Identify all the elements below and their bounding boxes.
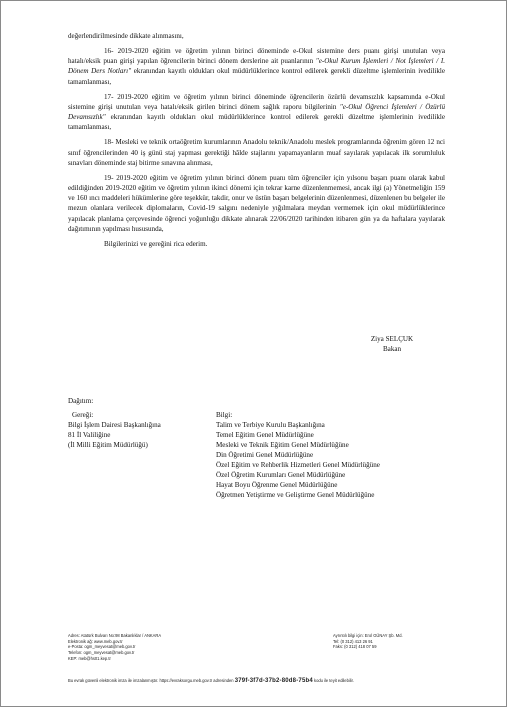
item-17-number: 17-: [104, 92, 114, 101]
footer-contact-person: Ayrıntılı bilgi için: Erol GÜNAY Şb. Md.: [333, 633, 403, 638]
info-item: Mesleki ve Teknik Eğitim Genel Müdürlüğüne: [216, 441, 349, 449]
footer-web: Elektronik ağ: www.meb.gov.tr: [68, 638, 123, 644]
info-item: Öğretmen Yetiştirme ve Geliştirme Genel Müdürlüğüne: [216, 491, 375, 499]
distribution-heading: Dağıtım:: [68, 397, 94, 405]
signer-name: Ziya SELÇUK: [370, 335, 414, 343]
verification-code: 379f-3f7d-37b2-80d8-75b4: [234, 678, 313, 684]
footer-kep: KEP: meb@hs01.kep.tr: [68, 655, 111, 661]
item-18-text: Mesleki ve teknik ortaöğretim kurumlarının Anadolu teknik/Anadolu meslek programlarında öğrenim gören 12 nci sınıf öğrencilerinden 40 iş günü staj yapması gerektiği hâlde stajlarını yapamayanların muaf sayılarak yapılacak ilk sorumluluk sınavları döneminde staj bitirme sınavına alınması,: [68, 138, 445, 167]
verification-note: [68, 678, 443, 685]
recipients-column: [68, 410, 208, 450]
item-16-number: 16-: [104, 47, 114, 56]
item-18-number: 18-: [104, 138, 114, 147]
info-item: Temel Eğitim Genel Müdürlüğüne: [216, 431, 314, 439]
footer-tel: Tel: (0 312) 413 26 91: [333, 638, 373, 644]
footer-contact: [68, 633, 298, 662]
distribution-block: [68, 396, 468, 499]
footer-email: e-Posta: ogm_meyvesat@meb.gov.tr: [68, 644, 136, 650]
info-item: Talim ve Terbiye Kurulu Başkanlığına: [216, 421, 325, 429]
footer-address: Adres: Atatürk Bulvarı No:98 Bakanlıklar / ANKARA: [68, 633, 162, 638]
item-17: [68, 92, 445, 133]
footer-phone: Telefon: ogm_meyvesat@meb.gov.tr: [68, 650, 135, 656]
info-item: Özel Öğretim Kurumları Genel Müdürlüğüne: [216, 471, 346, 479]
signature-block: [357, 334, 427, 354]
verification-prefix: Bu evrak güvenli elektronik imza ile imzalanmıştır. https://evraksorgu.meb.gov.tr adresinden: [68, 678, 234, 683]
signer-title: Bakan: [382, 345, 402, 353]
item-16-text-a: 2019-2020 eğitim ve öğretim yılının birinci döneminde e-Okul sistemine ders puanı girişi unutulan veya hatalı/eksik puan girişi yapılan öğrencilerin birinci dönem derslerine ait puanlarının: [68, 47, 446, 66]
item-16-text-b: ekranından kayıtlı oldukları okul müdürlüklerince kontrol edilerek gerekli düzeltme işlemlerinin ivedilikle tamamlanması,: [68, 67, 445, 86]
footer-info-contact: [333, 633, 445, 650]
info-column: [216, 410, 476, 500]
item-16-screen-path: "e-Okul Kurum İşlemleri / Not İşlemleri / I. Dönem Ders Notları": [68, 57, 445, 76]
recipient-item: Bilgi İşlem Dairesi Başkanlığına: [68, 421, 161, 429]
item-17-screen-path: "e-Okul Öğrenci İşlemleri / Özürlü Devamsızlık": [68, 102, 445, 122]
item-17-text-a: 2019-2020 eğitim ve öğretim yılının birinci döneminde öğrencilerin özürlü devamsızlık kapsamında e-Okul sistemine girişi unutulan veya hatalı/eksik girilen birinci dönem sağlık raporu bilgilerinin: [68, 92, 445, 111]
item-19-number: 19-: [104, 173, 114, 182]
item-19-text: 2019-2020 eğitim ve öğretim yılının birinci dönem puanı tüm öğrenciler için yılsonu başarı puanı olarak kabul edildiğinden 2019-2020 eğitim ve öğretim yılının ikinci dönemi için tekrar karne düzenlenmemesi, ancak ilgi (a) Yönetmeliğin 159 ve 160 ıncı maddeleri hükümlerine göre teşekkür, takdir, onur ve üstün başarı belgelerinin düzenlenmesi, düzenlenen bu belgeler ile mezun olanlara verilecek diplomaların, Covid-19 salgını nedeniyle yığılmalara meydan vermemek için okul müdürlüklerince yapılacak planlama çerçevesinde öğrenci yoğunluğu dikkate alınarak 22/06/2020 tarihinden itibaren gün ya da haftalara yayılarak dağıtımının yapılması hususunda,: [68, 173, 445, 233]
footer-fax: Faks: (0 312) 418 07 59: [333, 644, 377, 650]
verification-suffix: kodu ile teyit edilebilir.: [314, 678, 354, 683]
recipient-item: (İl Milli Eğitim Müdürlüğü): [68, 441, 148, 449]
info-label: Bilgi:: [216, 411, 233, 419]
item-18: [68, 137, 445, 167]
document-body: [68, 31, 445, 254]
info-item: Hayat Boyu Öğrenme Genel Müdürlüğüne: [216, 481, 338, 489]
item-17-text-b: ekranından kayıtlı oldukları okul müdürlüklerince kontrol edilerek gerekli düzeltme işlemlerinin ivedilikle tamamlanması,: [68, 113, 445, 132]
info-item: Özel Eğitim ve Rehberlik Hizmetleri Genel Müdürlüğüne: [216, 461, 380, 469]
item-19: [68, 173, 445, 234]
closing-line: Bilgilerinizi ve gereğini rica ederim.: [104, 239, 208, 248]
intro-tail: değerlendirilmesinde dikkate alınmasını,: [68, 32, 184, 40]
info-item: Din Öğretimi Genel Müdürlüğüne: [216, 451, 314, 459]
recipients-label: Gereği:: [72, 411, 94, 419]
recipient-item: 81 İl Valiliğine: [68, 431, 111, 439]
item-16: [68, 46, 445, 87]
